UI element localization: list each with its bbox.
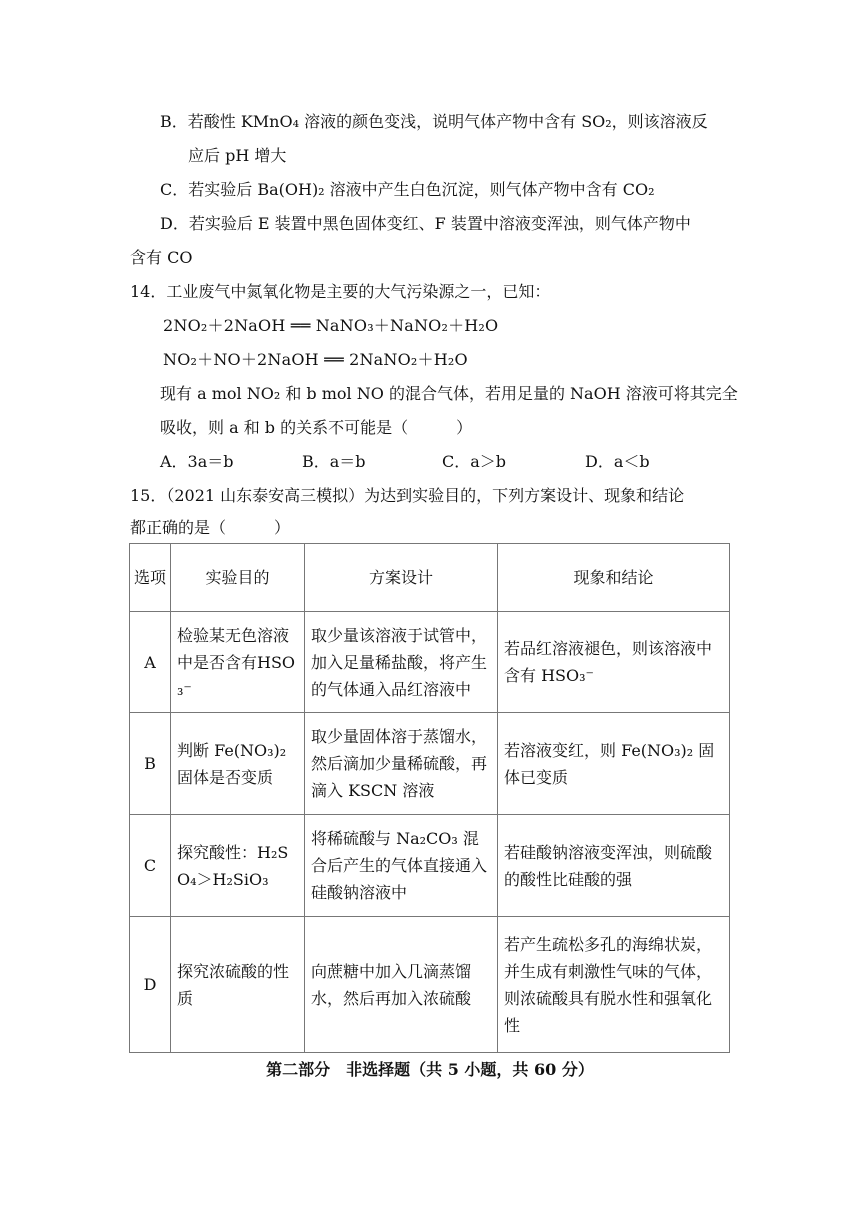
q14-text-line2: 吸收，则 a 和 b 的关系不可能是（ ） [160,418,473,437]
row-purpose: 检验某无色溶液中是否含有HSO₃⁻ [171,612,305,713]
table-row [130,713,730,815]
header-design: 方案设计 [305,544,498,612]
row-purpose: 探究浓硫酸的性质 [171,917,305,1053]
row-option-label: C [130,815,171,917]
row-conclusion: 若品红溶液褪色，则该溶液中含有 HSO₃⁻ [498,612,730,713]
table-header-row [130,544,730,612]
q13-option-d-line2: 含有 CO [130,248,193,267]
q14-option-d: D．a＜b [585,452,650,471]
row-purpose: 判断 Fe(NO₃)₂ 固体是否变质 [171,713,305,815]
row-conclusion: 若产生疏松多孔的海绵状炭，并生成有刺激性气味的气体，则浓硫酸具有脱水性和强氧化性 [498,917,730,1053]
q15-stem-line2: 都正确的是（ ） [130,518,291,537]
q14-stem: 14．工业废气中氮氧化物是主要的大气污染源之一，已知： [130,282,551,301]
q13-option-d-line1: D．若实验后 E 装置中黑色固体变红、F 装置中溶液变浑浊，则气体产物中 [160,214,691,233]
table-row [130,815,730,917]
row-option-label: A [130,612,171,713]
row-design: 取少量该溶液于试管中，加入足量稀盐酸，将产生的气体通入品红溶液中 [305,612,498,713]
q14-option-a: A．3a＝b [160,452,234,471]
row-design: 取少量固体溶于蒸馏水，然后滴加少量稀硫酸，再滴入 KSCN 溶液 [305,713,498,815]
q14-options [0,452,860,472]
experiment-table [129,543,730,1053]
row-design: 将稀硫酸与 Na₂CO₃ 混合后产生的气体直接通入硅酸钠溶液中 [305,815,498,917]
row-option-label: D [130,917,171,1053]
table-row [130,612,730,713]
row-purpose: 探究酸性：H₂SO₄＞H₂SiO₃ [171,815,305,917]
q13-option-c: C．若实验后 Ba(OH)₂ 溶液中产生白色沉淀，则气体产物中含有 CO₂ [160,180,655,199]
table-row [130,917,730,1053]
q14-text-line1: 现有 a mol NO₂ 和 b mol NO 的混合气体，若用足量的 NaOH 溶液可将其完全 [160,384,738,403]
q14-equation-2: NO₂＋NO＋2NaOH ══ 2NaNO₂＋H₂O [163,350,468,369]
q13-option-b-line1: B．若酸性 KMnO₄ 溶液的颜色变浅，说明气体产物中含有 SO₂，则该溶液反 [160,112,708,131]
header-purpose: 实验目的 [171,544,305,612]
q14-equation-1: 2NO₂＋2NaOH ══ NaNO₃＋NaNO₂＋H₂O [163,316,499,335]
row-conclusion: 若硅酸钠溶液变浑浊，则硫酸的酸性比硅酸的强 [498,815,730,917]
section-2-title: 第二部分 非选择题（共 5 小题，共 60 分） [266,1060,594,1079]
header-conclusion: 现象和结论 [498,544,730,612]
row-conclusion: 若溶液变红，则 Fe(NO₃)₂ 固体已变质 [498,713,730,815]
header-option: 选项 [130,544,171,612]
q15-stem-line1: 15．（2021 山东泰安高三模拟）为达到实验目的，下列方案设计、现象和结论 [130,486,685,505]
q13-option-b-line2: 应后 pH 增大 [188,146,287,165]
q14-option-b: B．a＝b [302,452,366,471]
row-option-label: B [130,713,171,815]
q14-option-c: C．a＞b [442,452,507,471]
row-design: 向蔗糖中加入几滴蒸馏水，然后再加入浓硫酸 [305,917,498,1053]
